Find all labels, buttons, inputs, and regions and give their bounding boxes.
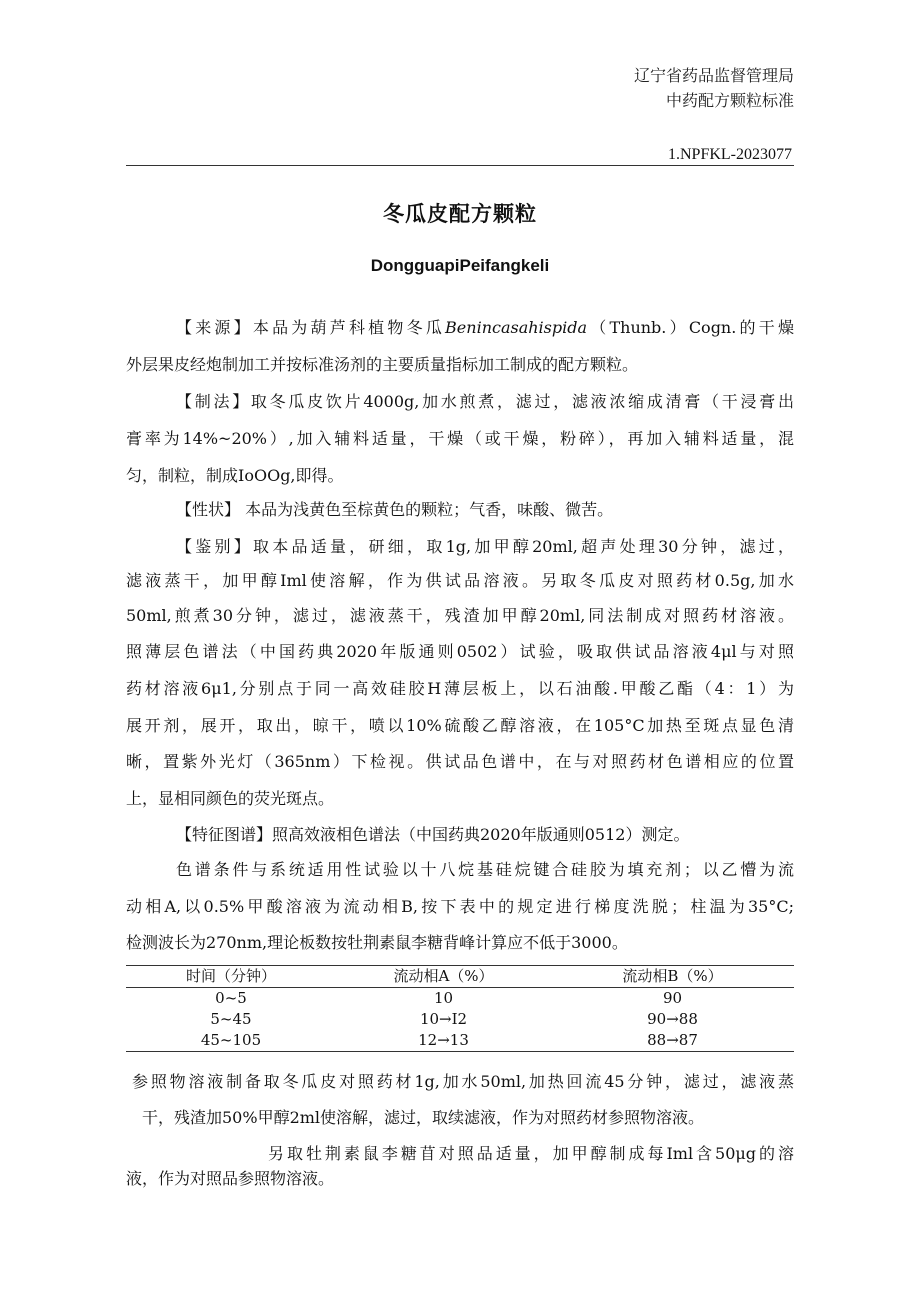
table-cell: 45~105 [200, 1031, 262, 1049]
identification-line-1: 【鉴别】取本品适量，研细，取1g,加甲醇20ml,超声处理30分钟，滤过， [176, 537, 794, 556]
page-subtitle-pinyin: DongguapiPeifangkeli [370, 256, 550, 275]
fingerprint-conditions-line-3: 检测波长为270nm,理论板数按牡荆素鼠李糖背峰计算应不低于3000。 [126, 933, 628, 952]
identification-line-8: 上，显相同颜色的荧光斑点。 [126, 789, 335, 808]
identification-line-2: 滤液蒸干，加甲醇Iml使溶解，作为供试品溶液。另取冬瓜皮对照药材0.5g,加水 [126, 571, 794, 590]
table-cell: 10→I2 [419, 1010, 468, 1028]
table-cell: 12→13 [418, 1031, 469, 1049]
identification-line-5: 药材溶液6μ1,分别点于同一高效硅胶H薄层板上，以石油酸.甲酸乙酯（4：1）为 [126, 679, 794, 698]
method-line-3: 匀，制粒，制成IoOOg,即得。 [126, 466, 344, 485]
header-standard-type: 中药配方颗粒标准 [665, 91, 794, 110]
reference-standard-line-2: 液，作为对照品参照物溶液。 [126, 1169, 335, 1188]
reference-line-1: 参照物溶液制备取冬瓜皮对照药材1g,加水50ml,加热回流45分钟，滤过，滤液蒸 [132, 1072, 794, 1091]
header-time: 时间（分钟） [185, 967, 276, 985]
identification-line-7: 晰，置紫外光灯（365nm）下检视。供试品色谱中，在与对照药材色谱相应的位置 [126, 752, 794, 771]
table-row [126, 1030, 794, 1052]
table-cell: 10 [433, 989, 454, 1007]
table-cell: 5~45 [210, 1010, 252, 1028]
table-row [126, 988, 794, 1010]
table-cell: 90 [662, 989, 683, 1007]
header-mobile-phase-b: 流动相B（%） [622, 967, 723, 985]
fingerprint-conditions-line-2: 动相A,以0.5%甲酸溶液为流动相B,按下表中的规定进行梯度洗脱；柱温为35°C; [126, 897, 794, 916]
identification-line-6: 展开剂，展开，取出，晾干，喷以10%硫酸乙醇溶液，在105°C加热至斑点显色清 [126, 716, 794, 735]
reference-standard-line-1: 另取牡荆素鼠李糖苜对照品适量，加甲醇制成每Iml含50μg的溶 [268, 1144, 794, 1163]
header-divider [126, 165, 794, 166]
table-cell: 90→88 [647, 1010, 698, 1028]
table-cell: 88→87 [647, 1031, 698, 1049]
table-cell: 0~5 [215, 989, 247, 1007]
source-line-2: 外层果皮经炮制加工并按标准汤剂的主要质量指标加工制成的配方颗粒。 [126, 355, 639, 374]
character-line-1: 【性状】 本品为浅黄色至棕黄色的颗粒；气香，味酸、微苦。 [176, 500, 614, 519]
method-line-1: 【制法】取冬瓜皮饮片4000g,加水煎煮，滤过，滤液浓缩成清膏（干浸膏出 [176, 392, 794, 411]
table-row [126, 1009, 794, 1030]
gradient-table [126, 965, 794, 1052]
fingerprint-conditions-line-1: 色谱条件与系统适用性试验以十八烷基硅烷键合硅胶为填充剂；以乙懵为流 [176, 860, 794, 879]
header-org: 辽宁省药品监督管理局 [633, 66, 794, 85]
header-mobile-phase-a: 流动相A（%） [393, 967, 494, 985]
fingerprint-line-1: 【特征图谱】照高效液相色谱法（中国药典2020年版通则0512）测定。 [176, 825, 690, 844]
reference-line-2: 干，残渣加50%甲醇2ml使溶解，滤过，取续滤液，作为对照药材参照物溶液。 [142, 1108, 705, 1127]
page-title: 冬瓜皮配方颗粒 [383, 202, 537, 226]
identification-line-4: 照薄层色谱法（中国药典2020年版通则0502）试验，吸取供试品溶液4μl与对照 [126, 642, 794, 661]
source-line-1: 【来源】本品为葫芦科植物冬瓜Benincasahispida（Thunb.）Cogn.的干燥 [176, 318, 794, 337]
gradient-table-header [126, 966, 794, 988]
standard-number: 1.NPFKL-2023077 [667, 146, 792, 163]
identification-line-3: 50ml,煎煮30分钟，滤过，滤液蒸干，残渣加甲醇20ml,同法制成对照药材溶液。 [126, 606, 794, 625]
method-line-2: 膏率为14%~20%）,加入辅料适量，干燥（或干燥，粉碎），再加入辅料适量，混 [126, 429, 794, 448]
